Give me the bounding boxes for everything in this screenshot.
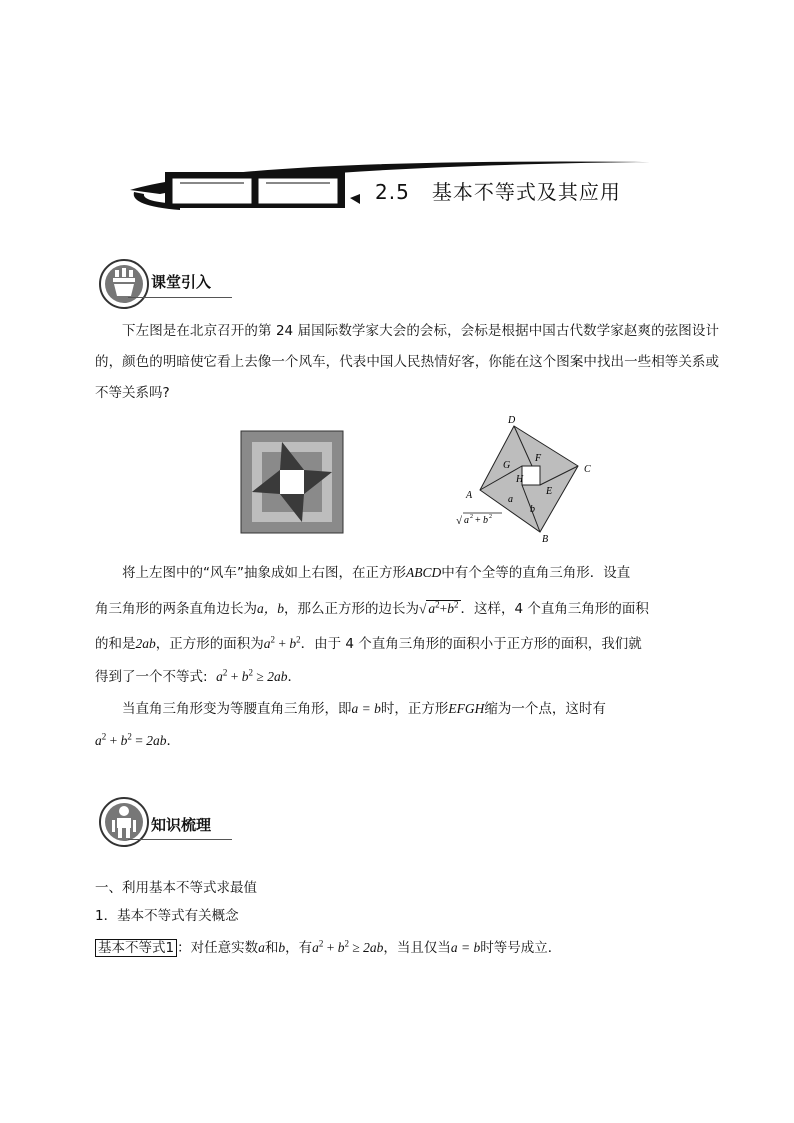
math-def-inequality: $a^2 + b^2 \ge 2ab$ bbox=[312, 938, 384, 955]
math-sqrt-a2-b2: √ $a^2+b^2$ bbox=[419, 599, 459, 616]
heading-use-inequality: 一、利用基本不等式求最值 bbox=[95, 880, 257, 896]
label-A: A bbox=[466, 490, 473, 501]
math-EFGH: EFGH bbox=[448, 701, 485, 716]
side-label-exp1: 2 bbox=[470, 514, 473, 520]
side-label-a: a bbox=[464, 515, 469, 526]
label-B: B bbox=[542, 534, 549, 542]
classroom-intro-icon bbox=[98, 258, 150, 310]
p2-line1: 将上左图中的“风车”抽象成如上右图，在正方形ABCD中有个全等的直角三角形．设直 bbox=[122, 565, 631, 581]
open-book-icon bbox=[165, 172, 345, 208]
section-title-classroom-intro: 课堂引入 bbox=[151, 273, 212, 291]
p2-line2: 角三角形的两条直角边长为a，b，那么正方形的边长为√ $a^2+b^2$ ．这样，4 个直角三角形的面积 bbox=[95, 599, 649, 617]
section-underline bbox=[128, 297, 232, 298]
math-equality: $a^2 + b^2 = 2ab$ bbox=[95, 731, 167, 748]
intro-paragraph: 下左图是在北京召开的第 24 届国际数学家大会的会标，会标是根据中国古代数学家赵爽的弦图设计的，颜色的明暗使它看上去像一个风车，代表中国人民热情好客，你能在这个图案中找出一些相等关系或不等关系吗? bbox=[95, 323, 719, 401]
label-H: H bbox=[516, 474, 524, 485]
label-D: D bbox=[508, 415, 516, 426]
label-F: F bbox=[535, 453, 542, 464]
math-def-a-eq-b: a = b bbox=[450, 940, 481, 955]
chapter-number: 2.5 bbox=[375, 180, 410, 204]
p2-line4: 得到了一个不等式: $a^2 + b^2 \ge 2ab$． bbox=[95, 667, 301, 685]
label-E: E bbox=[546, 486, 553, 497]
math-a-eq-b: a = b bbox=[351, 701, 381, 716]
definition-line: 基本不等式1 ：对任意实数a和b，有$a^2 + b^2 \ge 2ab$，当且仅当a = b时等号成立． bbox=[95, 936, 561, 956]
math-2ab: 2ab bbox=[135, 636, 156, 651]
windmill-logo-figure bbox=[240, 430, 344, 534]
sqrt-sign: √ bbox=[456, 515, 463, 527]
label-b: b bbox=[530, 504, 535, 515]
math-ABCD: ABCD bbox=[406, 565, 442, 580]
svg-text:+: + bbox=[475, 515, 481, 526]
section-title-knowledge-review: 知识梳理 bbox=[151, 816, 212, 834]
side-label-exp2: 2 bbox=[489, 514, 492, 520]
knowledge-review-icon bbox=[98, 796, 150, 848]
p3-line1: 当直角三角形变为等腰直角三角形，即a = b时，正方形EFGH缩为一个点，这时有 bbox=[122, 701, 606, 717]
chapter-title-text: 基本不等式及其应用 bbox=[431, 180, 621, 204]
label-C: C bbox=[584, 464, 591, 475]
definition-label-box: 基本不等式1 bbox=[95, 939, 177, 957]
math-inequality: $a^2 + b^2 \ge 2ab$ bbox=[216, 667, 288, 684]
p2-line3: 的和是2ab，正方形的面积为$a^2 + b^2$．由于 4 个直角三角形的面积小于正方形的面积，我们就 bbox=[95, 634, 642, 652]
side-label-b: b bbox=[483, 515, 488, 526]
label-a: a bbox=[508, 494, 513, 505]
math-a2-plus-b2: $a^2 + b^2$ bbox=[263, 634, 301, 651]
p3-line2: $a^2 + b^2 = 2ab$． bbox=[95, 731, 180, 749]
heading-basic-concepts: 1．基本不等式有关概念 bbox=[95, 908, 239, 924]
section-underline bbox=[128, 839, 232, 840]
abstract-square-figure bbox=[450, 412, 610, 542]
chapter-title bbox=[375, 176, 621, 205]
math-a-b: a，b bbox=[257, 601, 284, 616]
label-G: G bbox=[503, 460, 511, 471]
